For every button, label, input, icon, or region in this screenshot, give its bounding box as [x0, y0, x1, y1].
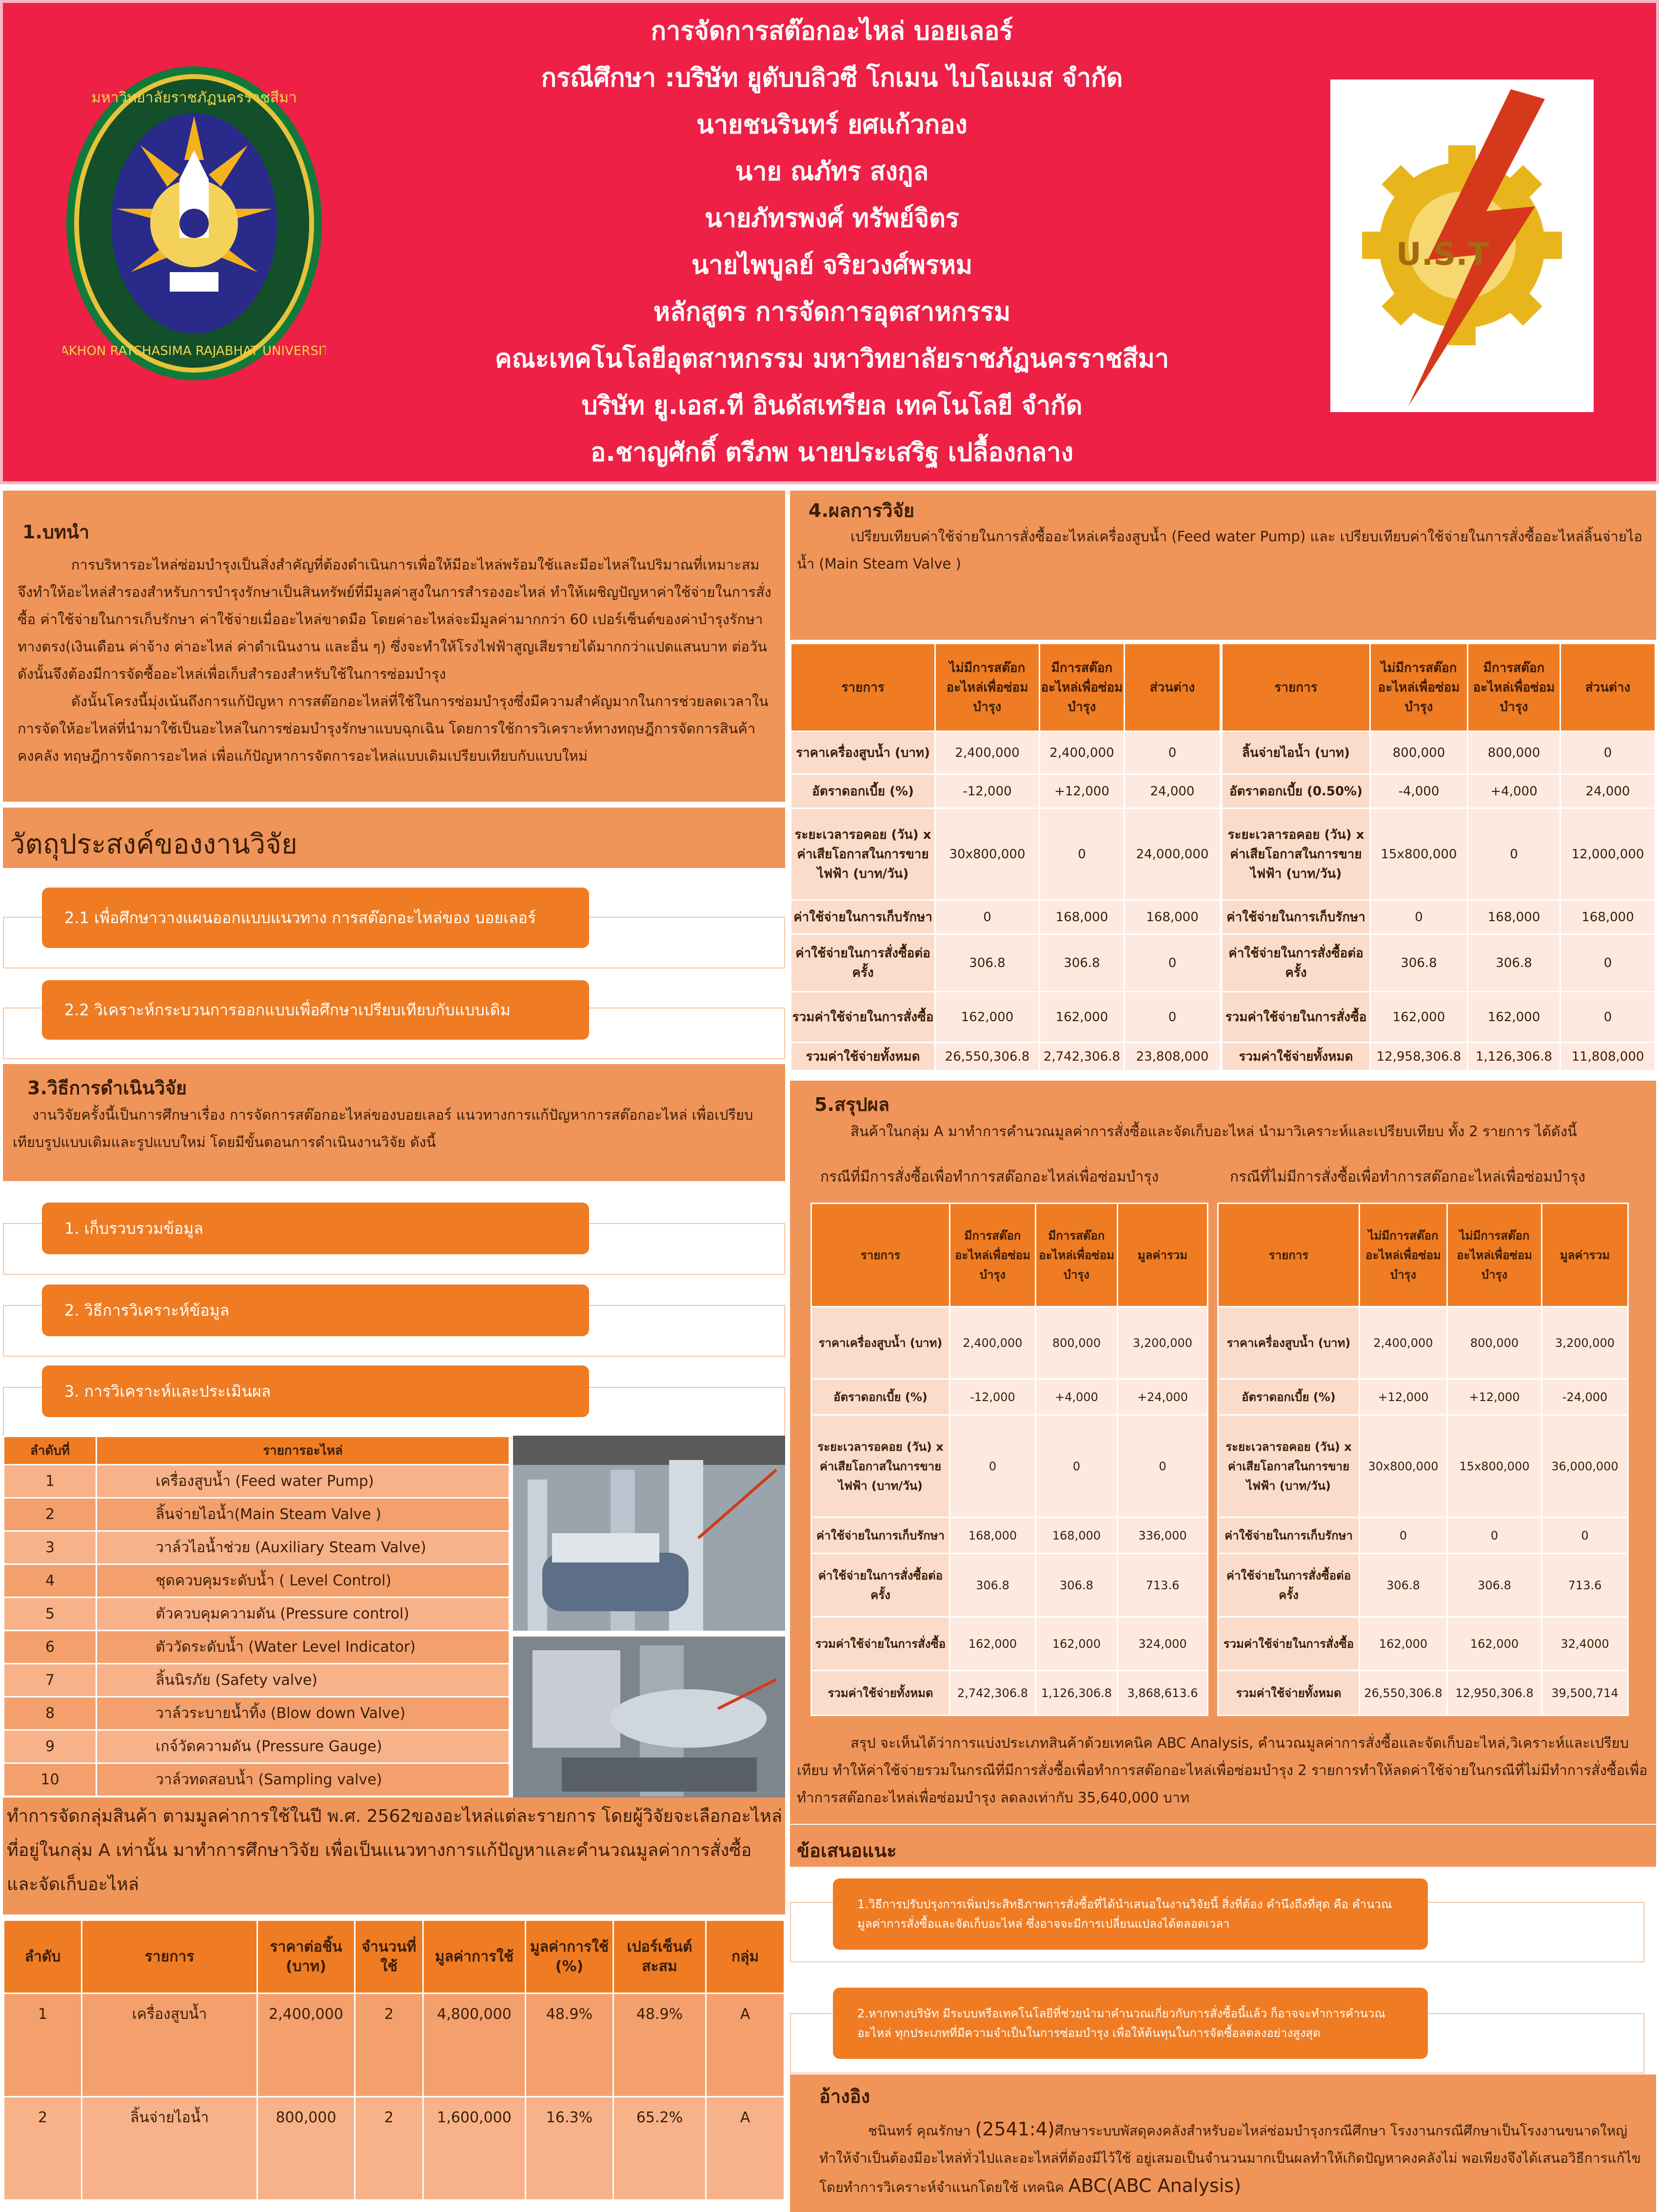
valve-cell: 306.8 [1468, 934, 1560, 992]
abc-header-cum-pct: เปอร์เซ็นต์สะสม [613, 1920, 706, 1994]
valve-cell: 168,000 [1560, 900, 1656, 934]
abc-cell: ลิ้นจ่ายไอน้ำ [82, 2097, 257, 2200]
nostock-cell: 800,000 [1447, 1307, 1542, 1379]
pump-header-item: รายการ [791, 644, 935, 731]
parts-cell: วาล์วระบายน้ำทิ้ง (Blow down Valve) [97, 1697, 510, 1730]
pump-cell: 0 [1125, 992, 1221, 1043]
parts-cell: ชุดควบคุมระดับน้ำ ( Level Control) [97, 1564, 510, 1598]
pump-row [791, 900, 1221, 934]
results-valve-table [1221, 643, 1656, 1071]
suggestions-panel [790, 1825, 1656, 1867]
stock-cell: 168,000 [950, 1518, 1036, 1554]
valve-header-nostock: ไม่มีการสต๊อกอะไหล่เพื่อซ่อมบำรุง [1370, 644, 1468, 731]
abc-header-item: รายการ [82, 1920, 257, 1994]
stock-cell: -12,000 [950, 1379, 1036, 1415]
case-study-line: กรณีศึกษา :บริษัท ยูตับบลิวซี โกเมน ไบโอแมส จำกัด [541, 63, 1123, 93]
pump-cell: 168,000 [1125, 900, 1221, 934]
abc-row [4, 1994, 785, 2097]
conclusion-right-caption: กรณีที่ไม่มีการสั่งซื้อเพื่อทำการสต๊อกอะไหล่เพื่อซ่อมบำรุง [1230, 1168, 1585, 1185]
abc-cell: 48.9% [613, 1994, 706, 2097]
pump-cell: ราคาเครื่องสูบน้ำ (บาท) [791, 731, 935, 774]
parts-header-item: รายการอะไหล่ [97, 1437, 510, 1465]
pump-cell: 26,550,306.8 [935, 1043, 1040, 1071]
results-body [797, 523, 1650, 577]
poster-title: การจัดการสต๊อกอะไหล่ บอยเลอร์ [651, 17, 1013, 46]
stock-cell: 0 [1118, 1415, 1208, 1518]
conclusion-stock-table [810, 1203, 1208, 1716]
valve-cell: -4,000 [1370, 774, 1468, 809]
parts-cell: วาล์วทดสอบน้ำ (Sampling valve) [97, 1763, 510, 1797]
stock-cell: +24,000 [1118, 1379, 1208, 1415]
nostock-row [1218, 1415, 1628, 1518]
abc-cell: 2,400,000 [257, 1994, 355, 2097]
abc-cell: 4,800,000 [423, 1994, 526, 2097]
stock-cell: อัตราดอกเบี้ย (%) [811, 1379, 950, 1415]
stock-cell: ค่าใช้จ่ายในการสั่งซื้อต่อครั้ง [811, 1554, 950, 1617]
suggestion-1: 1.วิธีการปรับปรุงการเพิ่มประสิทธิภาพการสั่งซื้อที่ได้นำเสนอในงานวิจัยนี้ สิ่งที่ต้อง คำนึงถึงที่สุด คือ คำนวณมูลค่าการสั่งซื้อและจัดเก็บอะไหล่ ซึ่งอาจจะมีการเปลี่ยนแปลงได้ตลอดเวลา [833, 1878, 1428, 1950]
nostock-cell: 30x800,000 [1360, 1415, 1447, 1518]
references-title: อ้างอิง [819, 2086, 870, 2107]
parts-row [4, 1598, 510, 1631]
abc-row [4, 2097, 785, 2200]
abc-cell: 1 [4, 1994, 82, 2097]
parts-cell: เกจ์วัดความดัน (Pressure Gauge) [97, 1730, 510, 1763]
parts-cell: 2 [4, 1498, 97, 1531]
abc-cell: 800,000 [257, 2097, 355, 2200]
nostock-cell: 3,200,000 [1542, 1307, 1628, 1379]
pump-header-stock: มีการสต๊อกอะไหล่เพื่อซ่อมบำรุง [1040, 644, 1125, 731]
stock-cell: 336,000 [1118, 1518, 1208, 1554]
method-panel [3, 1064, 785, 1181]
valve-cell: 11,808,000 [1560, 1043, 1656, 1071]
valve-row [1222, 1043, 1656, 1071]
stock-cell: 306.8 [1036, 1554, 1118, 1617]
valve-cell: 12,000,000 [1560, 809, 1656, 900]
suggestions-title: ข้อเสนอแนะ [797, 1840, 897, 1861]
company-logo-text: U.S.T [1396, 237, 1489, 273]
abc-header-qty: จำนวนที่ใช้ [355, 1920, 423, 1994]
parts-cell: 6 [4, 1631, 97, 1664]
stock-row [811, 1379, 1208, 1415]
parts-cell: เครื่องสูบน้ำ (Feed water Pump) [97, 1465, 510, 1498]
abc-cell: 16.3% [526, 2097, 613, 2200]
valve-header-item: รายการ [1222, 644, 1370, 731]
reference-entry [819, 2115, 1648, 2201]
stock-cell: 3,200,000 [1118, 1307, 1208, 1379]
stock-cell: 0 [1036, 1415, 1118, 1518]
valve-cell: ระยะเวลารอคอย (วัน) x ค่าเสียโอกาสในการขายไฟฟ้า (บาท/วัน) [1222, 809, 1370, 900]
abc-header-price: ราคาต่อชิ้น (บาท) [257, 1920, 355, 1994]
parts-row [4, 1664, 510, 1697]
nostock-cell: ค่าใช้จ่ายในการสั่งซื้อต่อครั้ง [1218, 1554, 1360, 1617]
nostock-cell: ค่าใช้จ่ายในการเก็บรักษา [1218, 1518, 1360, 1554]
valve-cell: 0 [1560, 992, 1656, 1043]
valve-cell: 0 [1560, 934, 1656, 992]
pump-cell: 2,742,306.8 [1040, 1043, 1125, 1071]
university-logo-thai-caption: มหาวิทยาลัยราชภัฏนครราชสีมา [91, 89, 297, 106]
stock-cell: 713.6 [1118, 1554, 1208, 1617]
stock-cell: 324,000 [1118, 1617, 1208, 1671]
intro-title: 1.บทนำ [22, 521, 90, 543]
pump-cell: 0 [1040, 809, 1125, 900]
author-4: นายไพบูลย์ จริยวงศ์พรหม [691, 251, 973, 280]
stock-cell: 1,126,306.8 [1036, 1671, 1118, 1716]
pump-cell: 2,400,000 [1040, 731, 1125, 774]
stock-cell: 2,400,000 [950, 1307, 1036, 1379]
stock-cell: รวมค่าใช้จ่ายทั้งหมด [811, 1671, 950, 1716]
pump-cell: 168,000 [1040, 900, 1125, 934]
results-pump-table [790, 643, 1221, 1071]
conclusion-summary-body [797, 1729, 1650, 1811]
nostock-cell: 306.8 [1447, 1554, 1542, 1617]
stock-row [811, 1617, 1208, 1671]
nostock-header-total: มูลค่ารวม [1542, 1204, 1628, 1307]
parts-row [4, 1730, 510, 1763]
method-step-1: 1. เก็บรวบรวมข้อมูล [42, 1203, 589, 1254]
method-step-2: 2. วิธีการวิเคราะห์ข้อมูล [42, 1284, 589, 1336]
parts-cell: ตัววัดระดับน้ำ (Water Level Indicator) [97, 1631, 510, 1664]
stock-cell: 162,000 [1036, 1617, 1118, 1671]
company-logo [1330, 79, 1594, 412]
nostock-cell: +12,000 [1447, 1379, 1542, 1415]
objectives-panel [3, 808, 785, 868]
valve-cell: 162,000 [1468, 992, 1560, 1043]
pump-cell: 306.8 [1040, 934, 1125, 992]
stock-cell: 800,000 [1036, 1307, 1118, 1379]
valve-cell: อัตราดอกเบี้ย (0.50%) [1222, 774, 1370, 809]
nostock-cell: 39,500,714 [1542, 1671, 1628, 1716]
nostock-cell: 0 [1360, 1518, 1447, 1554]
parts-cell: 4 [4, 1564, 97, 1598]
stock-row [811, 1415, 1208, 1518]
parts-cell: 10 [4, 1763, 97, 1797]
conclusion-body [797, 1118, 1650, 1145]
pump-cell: -12,000 [935, 774, 1040, 809]
valve-header-diff: ส่วนต่าง [1560, 644, 1656, 731]
pump-cell: 30x800,000 [935, 809, 1040, 900]
abc-header-group: กลุ่ม [706, 1920, 785, 1994]
valve-cell: 24,000 [1560, 774, 1656, 809]
pump-row [791, 1043, 1221, 1071]
valve-cell: 12,958,306.8 [1370, 1043, 1468, 1071]
abc-cell: A [706, 2097, 785, 2200]
stock-cell: 306.8 [950, 1554, 1036, 1617]
valve-cell: ค่าใช้จ่ายในการเก็บรักษา [1222, 900, 1370, 934]
abc-cell: 48.9% [526, 1994, 613, 2097]
valve-cell: 0 [1370, 900, 1468, 934]
parts-header-no: ลำดับที่ [4, 1437, 97, 1465]
valve-cell: 800,000 [1370, 731, 1468, 774]
nostock-cell: 2,400,000 [1360, 1307, 1447, 1379]
stock-cell: 3,868,613.6 [1118, 1671, 1208, 1716]
stock-cell: รวมค่าใช้จ่ายในการสั่งซื้อ [811, 1617, 950, 1671]
method-body [13, 1101, 764, 1156]
stock-header-item: รายการ [811, 1204, 950, 1307]
pump-cell: 0 [1125, 731, 1221, 774]
nostock-cell: +12,000 [1360, 1379, 1447, 1415]
abc-cell: 2 [355, 2097, 423, 2200]
equipment-photos [513, 1436, 785, 1797]
stock-row [811, 1518, 1208, 1554]
pump-row [791, 774, 1221, 809]
nostock-cell: 0 [1542, 1518, 1628, 1554]
author-3: นายภัทรพงศ์ ทรัพย์จิตร [705, 204, 959, 233]
pump-cell: +12,000 [1040, 774, 1125, 809]
pump-cell: ระยะเวลารอคอย (วัน) x ค่าเสียโอกาสในการขายไฟฟ้า (บาท/วัน) [791, 809, 935, 900]
parts-cell: 7 [4, 1664, 97, 1697]
valve-row [1222, 774, 1656, 809]
method-step-3: 3. การวิเคราะห์และประเมินผล [42, 1365, 589, 1417]
valve-cell: รวมค่าใช้จ่ายทั้งหมด [1222, 1043, 1370, 1071]
valve-cell: 162,000 [1370, 992, 1468, 1043]
pump-cell: 23,808,000 [1125, 1043, 1221, 1071]
pump-row [791, 934, 1221, 992]
valve-row [1222, 934, 1656, 992]
reference-abc: ABC(ABC Analysis) [1068, 2175, 1241, 2196]
valve-cell: 0 [1468, 809, 1560, 900]
parts-row [4, 1531, 510, 1564]
conclusion-paragraph: สินค้าในกลุ่ม A มาทำการคำนวณมูลค่าการสั่งซื้อและจัดเก็บอะไหล่ นำมาวิเคราะห์และเปรียบเทียบ ทั้ง 2 รายการ ได้ดังนี้ [850, 1123, 1577, 1140]
nostock-cell: 26,550,306.8 [1360, 1671, 1447, 1716]
stock-cell: ระยะเวลารอคอย (วัน) x ค่าเสียโอกาสในการขายไฟฟ้า (บาท/วัน) [811, 1415, 950, 1518]
nostock-cell: 713.6 [1542, 1554, 1628, 1617]
stock-cell: 2,742,306.8 [950, 1671, 1036, 1716]
abc-header-value: มูลค่าการใช้ [423, 1920, 526, 1994]
conclusion-left-caption: กรณีที่มีการสั่งซื้อเพื่อทำการสต๊อกอะไหล่เพื่อซ่อมบำรุง [820, 1168, 1159, 1185]
valve-row [1222, 992, 1656, 1043]
university-logo-caption: NAKHON RATCHASIMA RAJABHAT UNIVERSITY [62, 344, 326, 358]
abc-cell: 1,600,000 [423, 2097, 526, 2200]
nostock-row [1218, 1379, 1628, 1415]
intro-panel [3, 491, 785, 802]
nostock-cell: ระยะเวลารอคอย (วัน) x ค่าเสียโอกาสในการขายไฟฟ้า (บาท/วัน) [1218, 1415, 1360, 1518]
nostock-cell: 36,000,000 [1542, 1415, 1628, 1518]
nostock-row [1218, 1617, 1628, 1671]
stock-header-total: มูลค่ารวม [1118, 1204, 1208, 1307]
faculty-line: คณะเทคโนโลยีอุตสาหกรรม มหาวิทยาลัยราชภัฏนครราชสีมา [494, 344, 1169, 374]
valve-cell: ลิ้นจ่ายไอน้ำ (บาท) [1222, 731, 1370, 774]
pump-row [791, 731, 1221, 774]
valve-cell: +4,000 [1468, 774, 1560, 809]
nostock-row [1218, 1554, 1628, 1617]
stock-cell: ค่าใช้จ่ายในการเก็บรักษา [811, 1518, 950, 1554]
stock-cell: 168,000 [1036, 1518, 1118, 1554]
poster-header [0, 0, 1659, 484]
abc-grouping-table [3, 1919, 785, 2201]
stock-cell: +4,000 [1036, 1379, 1118, 1415]
stock-cell: 162,000 [950, 1617, 1036, 1671]
stock-row [811, 1307, 1208, 1379]
abc-header-no: ลำดับ [4, 1920, 82, 1994]
parts-cell: 3 [4, 1531, 97, 1564]
nostock-row [1218, 1518, 1628, 1554]
parts-cell: 9 [4, 1730, 97, 1763]
suggestion-2: 2.หากทางบริษัท มีระบบหรือเทคโนโลยีที่ช่วยนำมาคำนวณเกี่ยวกับการสั่งซื้อนี้แล้ว ก็อาจจะทำการคำนวณอะไหล่ ทุกประเภทที่มีความจำเป็นในการซ่อมบำรุง เพื่อให้ต้นทุนในการจัดซื้อลดลงอย่างสูงสุด [833, 1988, 1428, 2059]
nostock-row [1218, 1671, 1628, 1716]
parts-cell: 1 [4, 1465, 97, 1498]
pump-cell: 0 [1125, 934, 1221, 992]
abc-cell: A [706, 1994, 785, 2097]
pump-row [791, 992, 1221, 1043]
pump-cell: 2,400,000 [935, 731, 1040, 774]
valve-cell: 1,126,306.8 [1468, 1043, 1560, 1071]
parts-row [4, 1697, 510, 1730]
pump-cell: 24,000 [1125, 774, 1221, 809]
parts-row [4, 1631, 510, 1664]
objective-1: 2.1 เพื่อศึกษาวางแผนออกแบบแนวทาง การสต๊อกอะไหล่ของ บอยเลอร์ [42, 888, 589, 948]
pump-header-diff: ส่วนต่าง [1125, 644, 1221, 731]
valve-cell: 0 [1560, 731, 1656, 774]
conclusion-summary: สรุป จะเห็นได้ว่าการแบ่งประเภทสินค้าด้วยเทคนิค ABC Analysis, คำนวณมูลค่าการสั่งซื้อและจัดเก็บอะไหล่,วิเคราะห์และเปรียบเทียบ ทำให้ค่าใช้จ่ายรวมในกรณีที่มีการสั่งซื้อเพื่อทำการสต๊อกอะไหล่เพื่อซ่อมบำรุง 2 รายการทำให้ลดค่าใช้จ่ายในกรณีที่ไม่มีทำการสั่งซื้อเพื่อทำการสต๊อกอะไหล่เพื่อซ่อมบำรุง ลดลงเท่ากับ 35,640,000 บาท [797, 1735, 1648, 1806]
university-logo [62, 62, 326, 384]
method-title: 3.วิธีการดำเนินวิจัย [27, 1077, 187, 1099]
advisor-line: อ.ชาญศักดิ์ ตรีภพ นายประเสริฐ เปลื้องกลาง [590, 438, 1074, 467]
valve-cell: 800,000 [1468, 731, 1560, 774]
reference-year: (2541:4) [975, 2118, 1055, 2140]
nostock-cell: 162,000 [1447, 1617, 1542, 1671]
abc-cell: 65.2% [613, 2097, 706, 2200]
author-2: นาย ณภัทร สงกูล [735, 157, 929, 186]
grouping-panel [3, 1797, 785, 1915]
parts-row [4, 1465, 510, 1498]
parts-cell: ลิ้นนิรภัย (Safety valve) [97, 1664, 510, 1697]
valve-header-stock: มีการสต๊อกอะไหล่เพื่อซ่อมบำรุง [1468, 644, 1560, 731]
conclusion-nostock-table [1217, 1203, 1629, 1716]
pump-cell: รวมค่าใช้จ่ายในการสั่งซื้อ [791, 992, 935, 1043]
program-line: หลักสูตร การจัดการอุตสาหกรรม [653, 297, 1011, 327]
nostock-row [1218, 1307, 1628, 1379]
reference-author: ชนินทร์ คุณรักษา [868, 2123, 975, 2139]
results-paragraph: เปรียบเทียบค่าใช้จ่ายในการสั่งซื้ออะไหล่เครื่องสูบน้ำ (Feed water Pump) และ เปรียบเทียบค่าใช้จ่ายในการสั่งซื้ออะไหล่ลิ้นจ่ายไอน้ำ (Main Steam Valve ) [797, 528, 1642, 572]
valve-row [1222, 731, 1656, 774]
stock-header-b: มีการสต๊อกอะไหล่เพื่อซ่อมบำรุง [1036, 1204, 1118, 1307]
nostock-cell: รวมค่าใช้จ่ายทั้งหมด [1218, 1671, 1360, 1716]
nostock-header-b: ไม่มีการสต๊อกอะไหล่เพื่อซ่อมบำรุง [1447, 1204, 1542, 1307]
references-panel [790, 2074, 1656, 2212]
results-title: 4.ผลการวิจัย [809, 500, 915, 521]
pump-cell: 24,000,000 [1125, 809, 1221, 900]
nostock-cell: 306.8 [1360, 1554, 1447, 1617]
nostock-cell: รวมค่าใช้จ่ายในการสั่งซื้อ [1218, 1617, 1360, 1671]
nostock-cell: -24,000 [1542, 1379, 1628, 1415]
nostock-cell: อัตราดอกเบี้ย (%) [1218, 1379, 1360, 1415]
abc-cell: 2 [4, 2097, 82, 2200]
intro-body [18, 551, 778, 770]
nostock-cell: 0 [1447, 1518, 1542, 1554]
stock-cell: ราคาเครื่องสูบน้ำ (บาท) [811, 1307, 950, 1379]
objectives-title: วัตถุประสงค์ของงานวิจัย [10, 829, 297, 860]
results-panel [790, 491, 1656, 640]
pump-cell: รวมค่าใช้จ่ายทั้งหมด [791, 1043, 935, 1071]
objective-2: 2.2 วิเคราะห์กระบวนการออกแบบเพื่อศึกษาเปรียบเทียบกับแบบเดิม [42, 980, 589, 1040]
pump-cell: ค่าใช้จ่ายในการสั่งซื้อต่อครั้ง [791, 934, 935, 992]
parts-cell: 5 [4, 1598, 97, 1631]
nostock-cell: 32,4000 [1542, 1617, 1628, 1671]
intro-paragraph-1: การบริหารอะไหล่ซ่อมบำรุงเป็นสิ่งสำคัญที่ต้องดำเนินการเพื่อให้มีอะไหล่พร้อมใช้และมีอะไหล่ในปริมาณที่เหมาะสม จึงทำให้อะไหล่สำรองสำหรับการบำรุงรักษาเป็นสินทรัพย์ที่มีมูลค่าสูงในการสำรองอะไหล่ ทำให้เผชิญปัญหาค่าใช้จ่ายในการสั่งซื้อ ค่าใช้จ่ายในการเก็บรักษา ค่าใช้จ่ายเมื่ออะไหล่ขาดมือ โดยค่าอะไหล่จะมีมูลค่ามากกว่า 60 เปอร์เซ็นต์ของค่าบำรุงรักษาทางตรง(เงินเดือน ค่าจ้าง ค่าอะไหล่ ค่าดำเนินงาน และอื่น ๆ) ซึ่งจะทำให้โรงไฟฟ้าสูญเสียรายได้มากกว่าแปดแสนบาท ต่อวัน ดังนั้นจึงต้องมีการจัดซื้ออะไหล่เพื่อเก็บสำรองสำหรับใช้ในการซ่อมบำรุง [18, 556, 771, 682]
parts-cell: ลิ้นจ่ายไอน้ำ(Main Steam Valve ) [97, 1498, 510, 1531]
pump-cell: 306.8 [935, 934, 1040, 992]
abc-cell: เครื่องสูบน้ำ [82, 1994, 257, 2097]
nostock-cell: 12,950,306.8 [1447, 1671, 1542, 1716]
valve-cell: 306.8 [1370, 934, 1468, 992]
abc-header-value-pct: มูลค่าการใช้ (%) [526, 1920, 613, 1994]
method-paragraph: งานวิจัยครั้งนี้เป็นการศึกษาเรื่อง การจัดการสต๊อกอะไหล่ของบอยเลอร์ แนวทางการแก้ปัญหาการสต๊อกอะไหล่ เพื่อเปรียบเทียบรูปแบบเดิมและรูปแบบใหม่ โดยมีขั้นตอนการดำเนินงานวิจัย ดังนี้ [13, 1106, 753, 1150]
valve-row [1222, 809, 1656, 900]
nostock-header-item: รายการ [1218, 1204, 1360, 1307]
nostock-cell: 15x800,000 [1447, 1415, 1542, 1518]
pump-cell: 0 [935, 900, 1040, 934]
stock-header-a: มีการสต๊อกอะไหล่เพื่อซ่อมบำรุง [950, 1204, 1036, 1307]
pump-cell: 162,000 [1040, 992, 1125, 1043]
pump-cell: ค่าใช้จ่ายในการเก็บรักษา [791, 900, 935, 934]
parts-cell: 8 [4, 1697, 97, 1730]
parts-cell: วาล์วไอน้ำช่วย (Auxiliary Steam Valve) [97, 1531, 510, 1564]
parts-row [4, 1763, 510, 1797]
pump-row [791, 809, 1221, 900]
pump-cell: 162,000 [935, 992, 1040, 1043]
valve-cell: 15x800,000 [1370, 809, 1468, 900]
valve-cell: รวมค่าใช้จ่ายในการสั่งซื้อ [1222, 992, 1370, 1043]
nostock-cell: 162,000 [1360, 1617, 1447, 1671]
pump-header-nostock: ไม่มีการสต๊อกอะไหล่เพื่อซ่อมบำรุง [935, 644, 1040, 731]
valve-cell: 168,000 [1468, 900, 1560, 934]
valve-cell: ค่าใช้จ่ายในการสั่งซื้อต่อครั้ง [1222, 934, 1370, 992]
valve-row [1222, 900, 1656, 934]
grouping-paragraph: ทำการจัดกลุ่มสินค้า ตามมูลค่าการใช้ในปี พ.ศ. 2562ของอะไหล่แต่ละรายการ โดยผู้วิจัยจะเลือกอะไหล่ที่อยู่ในกลุ่ม A เท่านั้น มาทำการศึกษาวิจัย เพื่อเป็นแนวทางการแก้ปัญหาและคำนวณมูลค่าการสั่งซื้อและจัดเก็บอะไหล่ [7, 1806, 782, 1895]
nostock-header-a: ไม่มีการสต๊อกอะไหล่เพื่อซ่อมบำรุง [1360, 1204, 1447, 1307]
intro-paragraph-2: ดังนั้นโครงนี้มุ่งเน้นถึงการแก้ปัญหา การสต๊อกอะไหล่ที่ใช้ในการซ่อมบำรุงซึ่งมีความสำคัญมากในการช่วยลดเวลาในการจัดให้อะไหล่ที่นำมาใช้เป็นอะไหล่ในการซ่อมบำรุงรักษาแบบฉุกเฉิน โดยการใช้การวิเคราะห์ทางทฤษฎีการจัดการสินค้าคงคลัง ทฤษฎีการจัดการอะไหล่ เพื่อแก้ปัญหาการจัดการอะไหล่แบบเดิมเปรียบเทียบกับแบบใหม่ [18, 693, 769, 764]
conclusion-title: 5.สรุปผล [814, 1094, 890, 1115]
nostock-cell: ราคาเครื่องสูบน้ำ (บาท) [1218, 1307, 1360, 1379]
stock-row [811, 1554, 1208, 1617]
stock-row [811, 1671, 1208, 1716]
pump-cell: อัตราดอกเบี้ย (%) [791, 774, 935, 809]
parts-table [3, 1436, 510, 1797]
abc-cell: 2 [355, 1994, 423, 2097]
parts-row [4, 1498, 510, 1531]
author-1: นายชนรินทร์ ยศแก้วกอง [696, 110, 968, 139]
stock-cell: 0 [950, 1415, 1036, 1518]
parts-row [4, 1564, 510, 1598]
reference-text: ศึกษาระบบพัสดุคงคลังสำหรับอะไหล่ซ่อมบำรุงกรณีศึกษา โรงงานกรณีศึกษาเป็นโรงงานขนาดใหญ่ทำให้จำเป็นต้องมีอะไหล่ทั่วไปและอะไหล่ที่ต้องมีไว้ใช้ อยู่เสมอเป็นจำนวนมากเป็นผลทำให้เกิดปัญหาคงคลังไม่ พอเพียงจึงได้เสนอวิธีการแก้ไขโดยทำการวิเคราะห์จำแนกโดยใช้ เทคนิค [819, 2123, 1641, 2195]
parts-cell: ตัวควบคุมความดัน (Pressure control) [97, 1598, 510, 1631]
company-line: บริษัท ยู.เอส.ที อินดัสเทรียล เทคโนโลยี จำกัด [581, 391, 1083, 420]
